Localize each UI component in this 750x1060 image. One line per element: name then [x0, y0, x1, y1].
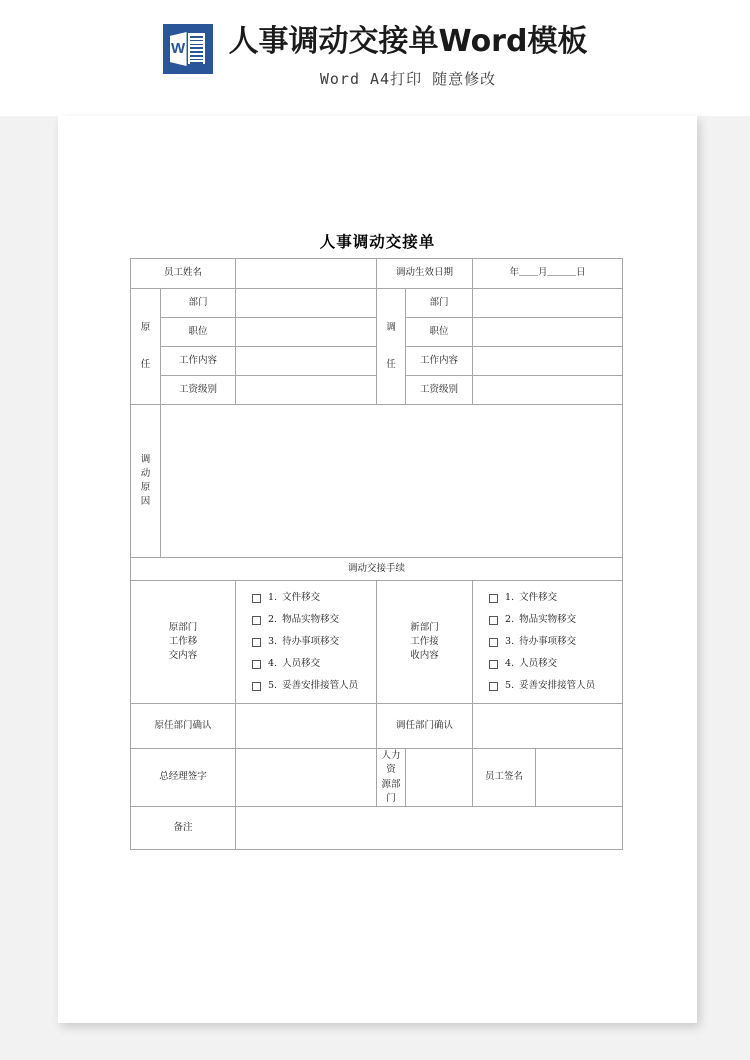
table-row-handover-checklists — [131, 581, 623, 704]
banner-title: 人事调动交接单Word模板 — [228, 24, 588, 59]
employee-signature-value[interactable] — [536, 749, 623, 806]
handover-left-checklist — [236, 581, 377, 704]
original-dept-confirm-label: 原任部门确认 — [131, 704, 236, 749]
checkbox-icon[interactable] — [489, 638, 498, 647]
checkbox-icon[interactable] — [252, 594, 261, 603]
new-salary-grade-label: 工资级别 — [406, 376, 473, 405]
new-dept-confirm-value[interactable] — [473, 704, 623, 749]
checklist-item-label: 人员移交 — [519, 657, 558, 669]
checkbox-icon[interactable] — [252, 660, 261, 669]
checklist-item-label: 文件移交 — [519, 591, 558, 603]
original-post-label-char-2: 任 — [140, 358, 151, 370]
table-row-department — [131, 289, 623, 318]
checklist-item-label: 待办事项移交 — [519, 635, 577, 647]
handover-right-label-line-1: 新部门 — [410, 621, 439, 633]
new-department-value[interactable] — [473, 289, 623, 318]
gm-signature-value[interactable] — [236, 749, 377, 807]
checklist-item[interactable] — [489, 609, 622, 631]
checklist-item-label: 人员移交 — [282, 657, 321, 669]
original-post-label-char-1: 原 — [140, 322, 151, 334]
transfer-reason-label-char-2: 动 — [140, 467, 151, 479]
checklist-item-number: 3. — [505, 635, 515, 647]
remark-value[interactable] — [236, 807, 623, 850]
word-logo-icon — [163, 24, 213, 74]
checklist-item-label: 妥善安排接管人员 — [282, 679, 359, 691]
new-position-label: 职位 — [406, 318, 473, 347]
table-row-confirmations — [131, 704, 623, 749]
checklist-item-number: 3. — [268, 635, 278, 647]
checklist-item-number: 5. — [268, 679, 278, 691]
page-header-banner — [0, 0, 750, 116]
new-job-content-value[interactable] — [473, 347, 623, 376]
checkbox-icon[interactable] — [489, 660, 498, 669]
transfer-reason-label-char-4: 因 — [140, 496, 151, 508]
table-row-signatures — [131, 749, 623, 807]
table-row-transfer-reason — [131, 405, 623, 558]
checklist-item[interactable] — [252, 675, 376, 697]
checklist-item-number: 2. — [268, 613, 278, 625]
employee-signature-cell — [473, 749, 623, 807]
personnel-transfer-form-table — [130, 258, 623, 850]
checkbox-icon[interactable] — [489, 616, 498, 625]
checklist-item[interactable] — [252, 587, 376, 609]
checklist-item[interactable] — [489, 631, 622, 653]
new-post-label-char-2: 任 — [386, 358, 396, 370]
checklist-item-label: 待办事项移交 — [282, 635, 340, 647]
gm-signature-label: 总经理签字 — [131, 749, 236, 807]
document-page — [58, 116, 697, 1023]
handover-right-label-line-2: 工作接 — [410, 635, 439, 647]
hr-dept-value[interactable] — [406, 749, 473, 807]
checklist-item[interactable] — [252, 653, 376, 675]
checklist-item-number: 2. — [505, 613, 515, 625]
banner-text-block — [229, 22, 588, 89]
effective-date-label: 调动生效日期 — [377, 259, 473, 289]
checklist-item[interactable] — [489, 653, 622, 675]
checklist-item-number: 1. — [505, 591, 515, 603]
checkbox-icon[interactable] — [489, 594, 498, 603]
checkbox-icon[interactable] — [489, 682, 498, 691]
checklist-item-number: 4. — [268, 657, 278, 669]
handover-right-label-line-3: 收内容 — [410, 650, 439, 662]
transfer-reason-label — [131, 405, 161, 558]
new-post-group-label — [377, 289, 406, 405]
document-stage — [0, 116, 750, 1060]
employee-name-label: 员工姓名 — [131, 259, 236, 289]
banner-subtitle: Word A4打印 随意修改 — [319, 70, 497, 88]
hr-dept-label-line-1: 人力资 — [381, 750, 401, 776]
new-dept-confirm-label: 调任部门确认 — [377, 704, 473, 749]
transfer-reason-label-char-3: 原 — [140, 482, 151, 493]
transfer-reason-label-char-1: 调 — [140, 453, 151, 465]
checklist-item-label: 文件移交 — [282, 591, 321, 603]
checklist-item-number: 5. — [505, 679, 515, 691]
effective-date-value[interactable]: 年＿＿月＿＿＿日 — [473, 259, 623, 289]
handover-right-label — [377, 581, 473, 704]
checklist-item[interactable] — [252, 609, 376, 631]
document-title: 人事调动交接单 — [319, 232, 436, 251]
word-logo-lines — [188, 33, 205, 64]
banner-content — [163, 22, 588, 89]
word-logo-letter: W — [170, 40, 186, 57]
new-post-label-char-1: 调 — [386, 322, 396, 334]
new-salary-grade-value[interactable] — [473, 376, 623, 405]
hr-dept-label — [377, 749, 406, 807]
original-job-content-value[interactable] — [236, 347, 377, 376]
original-position-value[interactable] — [236, 318, 377, 347]
handover-header-label: 调动交接手续 — [131, 558, 623, 581]
checklist-item-number: 1. — [268, 591, 278, 603]
checklist-item-number: 4. — [505, 657, 515, 669]
table-row-employee — [131, 259, 623, 289]
checklist-item[interactable] — [252, 631, 376, 653]
checkbox-icon[interactable] — [252, 616, 261, 625]
original-salary-grade-label: 工资级别 — [161, 376, 236, 405]
checklist-item-label: 物品实物移交 — [282, 613, 340, 625]
original-job-content-label: 工作内容 — [161, 347, 236, 376]
new-department-label: 部门 — [406, 289, 473, 318]
checklist-item-label: 妥善安排接管人员 — [519, 679, 596, 691]
employee-name-value[interactable] — [236, 259, 377, 289]
transfer-reason-value[interactable] — [161, 405, 623, 558]
table-row-remark — [131, 807, 623, 850]
original-department-value[interactable] — [236, 289, 377, 318]
original-salary-grade-value[interactable] — [236, 376, 377, 405]
hr-dept-label-line-2: 源部门 — [381, 778, 401, 804]
checklist-item-label: 物品实物移交 — [519, 613, 577, 625]
new-job-content-label: 工作内容 — [406, 347, 473, 376]
original-department-label: 部门 — [161, 289, 236, 318]
handover-right-checklist — [473, 581, 623, 704]
handover-left-label-line-1: 原部门 — [168, 621, 198, 633]
checklist-item[interactable] — [489, 675, 622, 697]
original-dept-confirm-value[interactable] — [236, 704, 377, 749]
new-position-value[interactable] — [473, 318, 623, 347]
original-post-group-label — [131, 289, 161, 405]
handover-left-label-line-3: 交内容 — [168, 650, 198, 662]
remark-label: 备注 — [131, 807, 236, 850]
checkbox-icon[interactable] — [252, 638, 261, 647]
handover-left-label — [131, 581, 236, 704]
handover-left-label-line-2: 工作移 — [168, 635, 198, 647]
original-position-label: 职位 — [161, 318, 236, 347]
checkbox-icon[interactable] — [252, 682, 261, 691]
checklist-item[interactable] — [489, 587, 622, 609]
employee-signature-label: 员工签名 — [473, 749, 536, 806]
table-row-handover-header — [131, 558, 623, 581]
